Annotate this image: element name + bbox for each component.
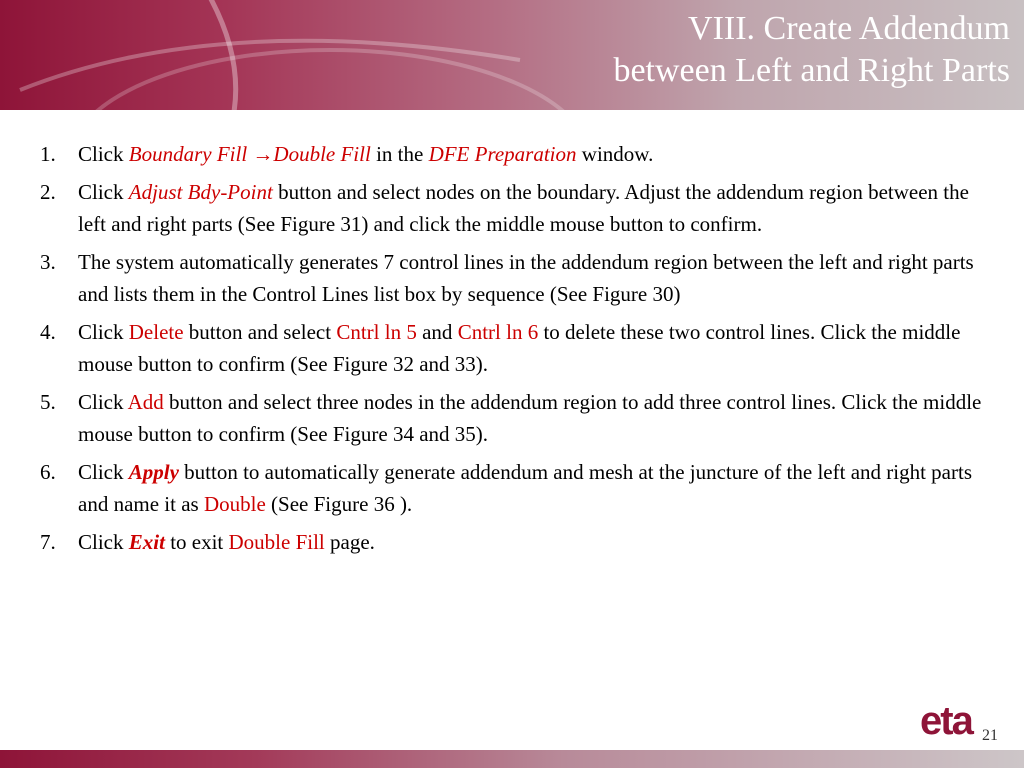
step-highlight: Apply: [128, 460, 179, 484]
step-highlight: Cntrl ln 6: [457, 320, 539, 344]
step-text: (See Figure 36 ).: [265, 492, 413, 516]
step-text: Click: [78, 460, 129, 484]
step-highlight: Adjust Bdy-Point: [128, 180, 273, 204]
step-number: 6.: [40, 460, 56, 484]
logo-text: eta: [920, 700, 972, 740]
title-line-2: between Left and Right Parts: [613, 52, 1010, 89]
step-highlight: Double Fill: [273, 142, 371, 166]
step-item: [40, 316, 1000, 380]
step-number: 3.: [40, 250, 56, 274]
step-text: button and select: [183, 320, 337, 344]
step-text: to delete these two control lines. Click the middle mouse button to confirm (See Figure 32 and 33).: [78, 320, 961, 376]
step-item: [40, 386, 1000, 450]
step-highlight: Boundary Fill: [128, 142, 253, 166]
step-item: [40, 138, 1000, 170]
step-text: Click: [78, 390, 128, 414]
step-highlight: Add: [127, 390, 164, 414]
step-highlight: Double: [203, 492, 266, 516]
step-text: Click: [78, 530, 129, 554]
step-text: Click: [78, 180, 129, 204]
step-item: [40, 246, 1000, 310]
footer-bar: [0, 750, 1024, 768]
step-number: 1.: [40, 142, 56, 166]
step-text: in the: [370, 142, 429, 166]
step-text: button to automatically generate addendum and mesh at the juncture of the left and right parts and name it as: [78, 460, 972, 516]
step-number: 2.: [40, 180, 56, 204]
step-text: to exit: [164, 530, 229, 554]
header-banner: [0, 0, 1024, 110]
step-text: Click: [78, 320, 129, 344]
title-line-1: VIII. Create Addendum: [688, 10, 1010, 47]
step-item: [40, 456, 1000, 520]
step-item: [40, 526, 1000, 558]
step-highlight: →: [252, 142, 274, 166]
step-number: 4.: [40, 320, 56, 344]
page-title: [613, 8, 1010, 92]
step-text: The system automatically generates 7 control lines in the addendum region between the left and right parts and lists them in the Control Lines list box by sequence (See Figure 30): [78, 250, 974, 306]
step-text: button and select nodes on the boundary. Adjust the addendum region between the left and right parts (See Figure 31) and click the middle mouse button to confirm.: [78, 180, 969, 236]
step-text: window.: [576, 142, 654, 166]
step-highlight: Exit: [128, 530, 165, 554]
step-highlight: Double Fill: [228, 530, 325, 554]
step-text: Click: [78, 142, 129, 166]
step-highlight: DFE Preparation: [428, 142, 577, 166]
step-text: page.: [324, 530, 375, 554]
step-item: [40, 176, 1000, 240]
step-text: button and select three nodes in the addendum region to add three control lines. Click the middle mouse button to confirm (See Figure 34 and 35).: [78, 390, 982, 446]
step-text: and: [416, 320, 458, 344]
page-number: 21: [982, 727, 998, 744]
steps-list: [40, 138, 1000, 564]
step-highlight: Delete: [128, 320, 184, 344]
step-number: 5.: [40, 390, 56, 414]
step-highlight: Cntrl ln 5: [336, 320, 417, 344]
step-number: 7.: [40, 530, 56, 554]
